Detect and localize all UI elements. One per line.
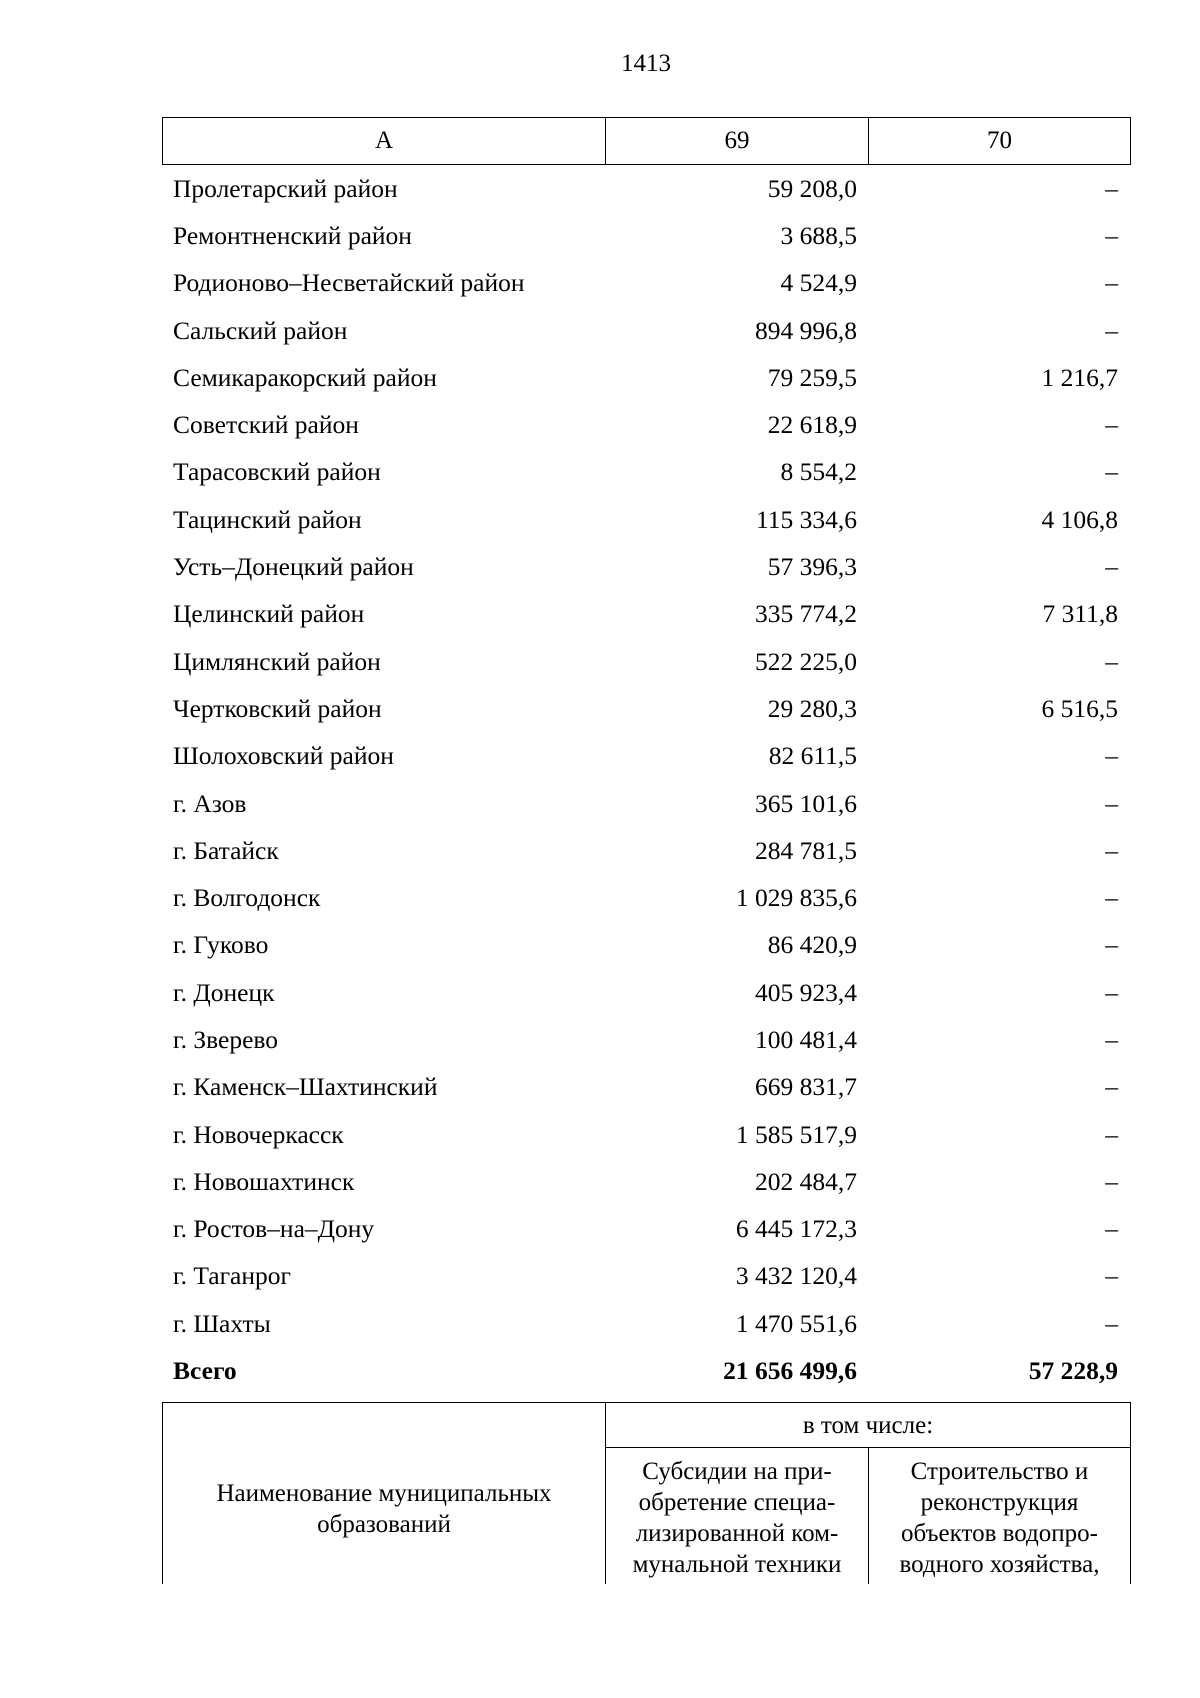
value-70: –: [1105, 930, 1118, 960]
table-row: [162, 874, 1130, 921]
table-row: [162, 1158, 1130, 1205]
value-69: 57 396,3: [767, 552, 857, 582]
value-69: 4 524,9: [780, 268, 857, 298]
municipality-name: Пролетарский район: [173, 173, 398, 203]
value-69: 86 420,9: [767, 930, 857, 960]
table-row: [162, 922, 1130, 969]
municipality-name: г. Батайск: [173, 835, 279, 865]
table-row: [162, 165, 1130, 212]
municipality-name: г. Шахты: [173, 1308, 271, 1338]
value-70: 7 311,8: [1042, 599, 1118, 629]
total-row: [162, 1347, 1130, 1394]
header-col-70: 70: [869, 118, 1131, 165]
value-69: 522 225,0: [755, 646, 857, 676]
value-69: 3 432 120,4: [735, 1261, 857, 1291]
value-69: 335 774,2: [755, 599, 857, 629]
table-row: [162, 401, 1130, 448]
table-row: [162, 543, 1130, 590]
value-70: –: [1105, 741, 1118, 771]
value-70: –: [1105, 173, 1118, 203]
construction-line-1: Строительство и: [910, 1458, 1089, 1485]
table-row: [162, 780, 1130, 827]
value-69: 59 208,0: [767, 173, 857, 203]
municipality-name: Советский район: [173, 410, 359, 440]
table-row: [162, 591, 1130, 638]
value-69: 6 445 172,3: [735, 1214, 857, 1244]
total-value-70: 57 228,9: [1028, 1356, 1118, 1386]
municipality-name-header: [163, 1403, 606, 1585]
municipality-name: г. Таганрог: [173, 1261, 291, 1291]
value-70: –: [1105, 977, 1118, 1007]
value-70: 4 106,8: [1041, 504, 1118, 534]
value-70: –: [1105, 883, 1118, 913]
table-row: [162, 638, 1130, 685]
continuation-header: [162, 1402, 1131, 1584]
table-row: [162, 1300, 1130, 1347]
value-69: 100 481,4: [755, 1024, 857, 1054]
value-70: –: [1105, 646, 1118, 676]
including-header: в том числе:: [606, 1403, 1131, 1448]
value-69: 82 611,5: [768, 741, 857, 771]
value-70: –: [1105, 552, 1118, 582]
construction-line-4: водного хозяйства,: [899, 1551, 1100, 1578]
header-col-69: 69: [606, 118, 869, 165]
table-row: [162, 685, 1130, 732]
value-69: 894 996,8: [755, 315, 857, 345]
table-row: [162, 260, 1130, 307]
municipality-name: г. Волгодонск: [173, 883, 321, 913]
table-row: [162, 212, 1130, 259]
construction-line-3: объектов водопро-: [901, 1520, 1098, 1547]
value-70: –: [1105, 788, 1118, 818]
table-row: [162, 1016, 1130, 1063]
value-70: –: [1105, 457, 1118, 487]
value-69: 8 554,2: [780, 457, 857, 487]
value-69: 1 585 517,9: [735, 1119, 857, 1149]
municipality-name: Тацинский район: [173, 504, 362, 534]
municipality-name: г. Донецк: [173, 977, 275, 1007]
municipality-name: г. Каменск–Шахтинский: [173, 1072, 438, 1102]
header-col-a: А: [163, 118, 606, 165]
table-row: [162, 496, 1130, 543]
header-row: [163, 118, 1131, 165]
value-70: –: [1105, 1166, 1118, 1196]
municipality-name: г. Гуково: [173, 930, 269, 960]
value-70: –: [1105, 1261, 1118, 1291]
municipality-name: Ремонтненский район: [173, 220, 412, 250]
table-row: [162, 354, 1130, 401]
municipality-name-line-2: образований: [317, 1510, 451, 1538]
table-row: [162, 1111, 1130, 1158]
value-70: 1 216,7: [1041, 362, 1118, 392]
table-row: [162, 1253, 1130, 1300]
table-header: [162, 117, 1131, 165]
value-70: –: [1105, 1214, 1118, 1244]
value-70: –: [1105, 220, 1118, 250]
municipality-name: г. Азов: [173, 788, 247, 818]
municipality-name: г. Новошахтинск: [173, 1166, 355, 1196]
data-rows: [162, 165, 1130, 1347]
municipality-name: Цимлянский район: [173, 646, 381, 676]
subsidies-header: [606, 1448, 869, 1585]
value-69: 405 923,4: [755, 977, 857, 1007]
value-70: –: [1105, 1024, 1118, 1054]
table-row: [162, 969, 1130, 1016]
value-70: –: [1105, 315, 1118, 345]
table-row: [162, 1064, 1130, 1111]
municipality-name: г. Зверево: [173, 1024, 279, 1054]
subsidies-line-3: лизированной ком-: [635, 1520, 839, 1547]
subsidies-line-4: мунальной техники: [632, 1551, 842, 1578]
value-70: –: [1105, 268, 1118, 298]
total-label: Всего: [173, 1356, 237, 1386]
total-value-69: 21 656 499,6: [723, 1356, 857, 1386]
municipality-name: Шолоховский район: [173, 741, 394, 771]
municipality-name: Родионово–Несветайский район: [173, 268, 525, 298]
value-69: 669 831,7: [755, 1072, 857, 1102]
value-69: 29 280,3: [767, 693, 857, 723]
value-69: 202 484,7: [755, 1166, 857, 1196]
municipality-name: г. Ростов–на–Дону: [173, 1214, 375, 1244]
value-70: –: [1105, 410, 1118, 440]
municipality-name: Сальский район: [173, 315, 348, 345]
table-row: [162, 827, 1130, 874]
table-row: [162, 733, 1130, 780]
value-69: 22 618,9: [767, 410, 857, 440]
value-69: 1 029 835,6: [735, 883, 857, 913]
municipality-name: г. Новочеркасск: [173, 1119, 344, 1149]
table-row: [162, 1206, 1130, 1253]
value-70: 6 516,5: [1041, 693, 1118, 723]
value-69: 365 101,6: [755, 788, 857, 818]
construction-header: [869, 1448, 1131, 1585]
subsidies-line-1: Субсидии на при-: [642, 1458, 832, 1485]
page-number: 1413: [621, 50, 671, 77]
value-69: 115 334,6: [755, 504, 857, 534]
value-69: 79 259,5: [767, 362, 857, 392]
value-69: 1 470 551,6: [735, 1308, 857, 1338]
table-row: [162, 307, 1130, 354]
value-69: 284 781,5: [755, 835, 857, 865]
value-70: –: [1105, 835, 1118, 865]
municipality-name: Усть–Донецкий район: [173, 552, 414, 582]
value-70: –: [1105, 1072, 1118, 1102]
municipality-name: Семикаракорский район: [173, 362, 437, 392]
value-69: 3 688,5: [780, 220, 857, 250]
municipality-name: Чертковский район: [173, 693, 382, 723]
value-70: –: [1105, 1119, 1118, 1149]
subsidies-line-2: обретение специа-: [638, 1489, 836, 1516]
continuation-header-row-1: [163, 1403, 1131, 1448]
municipality-name-line-1: Наименование муниципальных: [216, 1479, 552, 1507]
value-70: –: [1105, 1308, 1118, 1338]
construction-line-2: реконструкция: [920, 1489, 1079, 1516]
municipality-name: Тарасовский район: [173, 457, 381, 487]
municipality-name: Целинский район: [173, 599, 365, 629]
table-row: [162, 449, 1130, 496]
data-table: [162, 165, 1130, 1395]
